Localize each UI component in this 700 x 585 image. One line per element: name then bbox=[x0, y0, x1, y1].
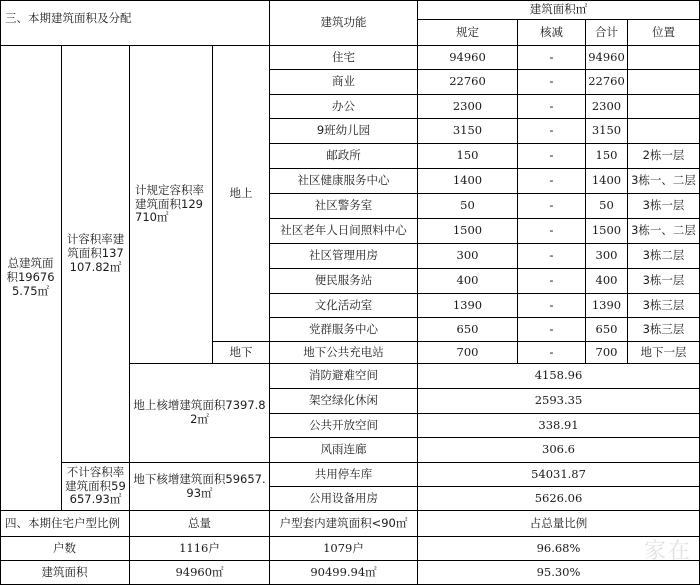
row-deduct: - bbox=[518, 144, 586, 169]
row-function: 党群服务中心 bbox=[270, 318, 418, 342]
row-function: 办公 bbox=[270, 95, 418, 119]
nonfar-row-value: 54031.87 bbox=[418, 463, 700, 487]
underground-label: 地下 bbox=[213, 342, 270, 364]
row-total: 150 bbox=[586, 144, 628, 169]
row-deduct: - bbox=[518, 119, 586, 144]
row-planned: 1500 bbox=[418, 219, 518, 244]
core-row-value: 338.91 bbox=[418, 414, 700, 438]
row-planned: 700 bbox=[418, 342, 518, 364]
row-total: 400 bbox=[586, 269, 628, 294]
row-total: 700 bbox=[586, 342, 628, 364]
nonfar-row-function: 共用停车库 bbox=[270, 463, 418, 487]
header-ratio: 占总量比例 bbox=[418, 511, 700, 537]
core-row-function: 架空绿化休闲 bbox=[270, 389, 418, 414]
row-deduct: - bbox=[518, 46, 586, 70]
row-deduct: - bbox=[518, 244, 586, 269]
ratio-row-ratio: 95.30% bbox=[418, 561, 700, 585]
row-planned: 300 bbox=[418, 244, 518, 269]
row-planned: 50 bbox=[418, 194, 518, 219]
row-planned: 3150 bbox=[418, 119, 518, 144]
watermark-logo: 家在 bbox=[643, 539, 692, 564]
header-location: 位置 bbox=[628, 20, 700, 46]
header-deduct: 核减 bbox=[518, 20, 586, 46]
core-row-function: 风雨连廊 bbox=[270, 438, 418, 463]
row-planned: 94960 bbox=[418, 46, 518, 70]
above-ground-label: 地上 bbox=[213, 46, 270, 342]
row-planned: 1390 bbox=[418, 294, 518, 318]
row-location: 3栋一、二层 bbox=[628, 219, 700, 244]
row-function: 社区警务室 bbox=[270, 194, 418, 219]
row-deduct: - bbox=[518, 219, 586, 244]
row-function: 便民服务站 bbox=[270, 269, 418, 294]
row-function: 9班幼儿园 bbox=[270, 119, 418, 144]
row-location: 3栋一、二层 bbox=[628, 169, 700, 194]
row-total: 22760 bbox=[586, 70, 628, 95]
row-total: 1400 bbox=[586, 169, 628, 194]
row-location bbox=[628, 70, 700, 95]
header-planned: 规定 bbox=[418, 20, 518, 46]
row-location: 3栋三层 bbox=[628, 318, 700, 342]
row-deduct: - bbox=[518, 342, 586, 364]
row-function: 商业 bbox=[270, 70, 418, 95]
ratio-row-label: 建筑面积 bbox=[0, 561, 130, 585]
row-function: 文化活动室 bbox=[270, 294, 418, 318]
row-function: 邮政所 bbox=[270, 144, 418, 169]
row-function: 地下公共充电站 bbox=[270, 342, 418, 364]
ratio-row-small: 1079户 bbox=[270, 537, 418, 561]
section4-title: 四、本期住宅户型比例 bbox=[0, 511, 130, 537]
row-planned: 2300 bbox=[418, 95, 518, 119]
row-total: 1390 bbox=[586, 294, 628, 318]
non-far-label: 不计容积率建筑面积59657.93㎡ bbox=[62, 463, 130, 511]
nonfar-row-value: 5626.06 bbox=[418, 487, 700, 511]
core-row-value: 306.6 bbox=[418, 438, 700, 463]
row-planned: 650 bbox=[418, 318, 518, 342]
total-area-label: 总建筑面积196765.75㎡ bbox=[0, 46, 62, 511]
row-location bbox=[628, 119, 700, 144]
header-total-amount: 总量 bbox=[130, 511, 270, 537]
core-under-label: 地下核增建筑面积59657.93㎡ bbox=[130, 463, 270, 511]
core-row-function: 消防避难空间 bbox=[270, 364, 418, 389]
header-total: 合计 bbox=[586, 20, 628, 46]
row-total: 3150 bbox=[586, 119, 628, 144]
row-total: 2300 bbox=[586, 95, 628, 119]
row-total: 94960 bbox=[586, 46, 628, 70]
row-location: 3栋一层 bbox=[628, 194, 700, 219]
core-row-function: 公共开放空间 bbox=[270, 414, 418, 438]
row-total: 300 bbox=[586, 244, 628, 269]
nonfar-row-function: 公用设备用房 bbox=[270, 487, 418, 511]
ratio-row-small: 90499.94㎡ bbox=[270, 561, 418, 585]
row-planned: 1400 bbox=[418, 169, 518, 194]
row-deduct: - bbox=[518, 194, 586, 219]
row-deduct: - bbox=[518, 95, 586, 119]
planned-far-label: 计规定容积率建筑面积129710㎡ bbox=[130, 46, 213, 364]
row-location: 地下一层 bbox=[628, 342, 700, 364]
row-function: 住宅 bbox=[270, 46, 418, 70]
row-location bbox=[628, 46, 700, 70]
row-total: 50 bbox=[586, 194, 628, 219]
row-function: 社区健康服务中心 bbox=[270, 169, 418, 194]
row-location: 3栋一层 bbox=[628, 269, 700, 294]
row-total: 1500 bbox=[586, 219, 628, 244]
core-row-value: 2593.35 bbox=[418, 389, 700, 414]
row-location: 2栋一层 bbox=[628, 144, 700, 169]
row-planned: 22760 bbox=[418, 70, 518, 95]
core-above-label: 地上核增建筑面积7397.82㎡ bbox=[130, 364, 270, 463]
row-planned: 150 bbox=[418, 144, 518, 169]
header-small-unit: 户型套内建筑面积<90㎡ bbox=[270, 511, 418, 537]
row-total: 650 bbox=[586, 318, 628, 342]
row-deduct: - bbox=[518, 318, 586, 342]
ratio-row-label: 户数 bbox=[0, 537, 130, 561]
ratio-row-total: 1116户 bbox=[130, 537, 270, 561]
header-area-group: 建筑面积㎡ bbox=[418, 0, 700, 20]
row-function: 社区管理用房 bbox=[270, 244, 418, 269]
ratio-row-total: 94960㎡ bbox=[130, 561, 270, 585]
row-planned: 400 bbox=[418, 269, 518, 294]
row-location bbox=[628, 95, 700, 119]
row-deduct: - bbox=[518, 269, 586, 294]
row-deduct: - bbox=[518, 70, 586, 95]
ratio-row-ratio: 96.68% bbox=[418, 537, 700, 561]
row-function: 社区老年人日间照料中心 bbox=[270, 219, 418, 244]
row-location: 3栋二层 bbox=[628, 244, 700, 269]
row-location: 3栋三层 bbox=[628, 294, 700, 318]
row-deduct: - bbox=[518, 169, 586, 194]
header-function: 建筑功能 bbox=[270, 0, 418, 46]
far-area-label: 计容积率建筑面积137107.82㎡ bbox=[62, 46, 130, 463]
section3-title: 三、本期建筑面积及分配 bbox=[0, 0, 270, 46]
row-deduct: - bbox=[518, 294, 586, 318]
core-row-value: 4158.96 bbox=[418, 364, 700, 389]
